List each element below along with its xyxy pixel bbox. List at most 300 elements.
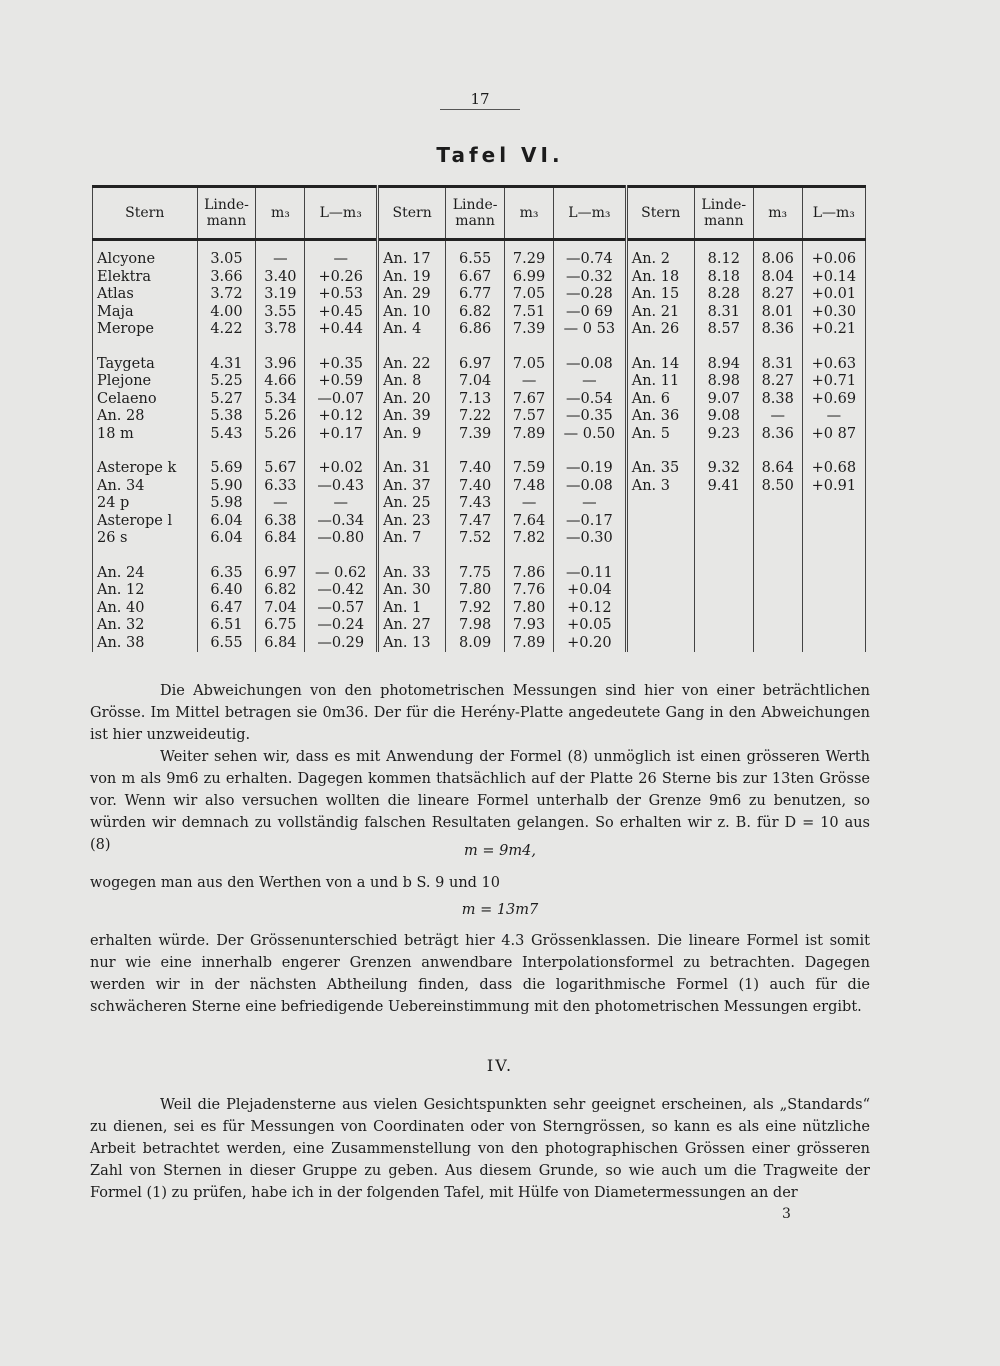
- table-cell: [802, 530, 865, 548]
- table-cell: 9.32: [694, 460, 753, 478]
- table-cell: —0 69: [554, 304, 627, 322]
- table-cell: [694, 548, 753, 565]
- column-header: m₃: [256, 187, 305, 240]
- table-cell: 6.55: [197, 635, 256, 653]
- table-cell: [802, 548, 865, 565]
- column-header: Stern: [378, 187, 446, 240]
- table-cell: 8.27: [753, 286, 802, 304]
- table-cell: —0.54: [554, 391, 627, 409]
- table-cell: An. 25: [378, 495, 446, 513]
- page-title: Tafel VI.: [436, 143, 564, 167]
- table-row: [93, 304, 866, 322]
- formula-linear: m = 9m4,: [464, 843, 536, 859]
- table-cell: An. 31: [378, 460, 446, 478]
- column-header: m₃: [505, 187, 554, 240]
- table-cell: [197, 443, 256, 460]
- table-cell: 7.57: [505, 408, 554, 426]
- table-cell: 6.84: [256, 635, 305, 653]
- table-cell: [694, 513, 753, 531]
- table-cell: 7.05: [505, 286, 554, 304]
- table-cell: [753, 582, 802, 600]
- table-cell: +0.30: [802, 304, 865, 322]
- table-cell: [446, 548, 505, 565]
- table-cell: [694, 443, 753, 460]
- table-cell: [753, 495, 802, 513]
- table-cell: 7.82: [505, 530, 554, 548]
- table-cell: [626, 339, 694, 356]
- table-cell: 5.67: [256, 460, 305, 478]
- table-row: [93, 373, 866, 391]
- table-cell: 6.75: [256, 617, 305, 635]
- table-cell: 7.47: [446, 513, 505, 531]
- table-cell: 4.66: [256, 373, 305, 391]
- table-cell: +0 87: [802, 426, 865, 444]
- table-cell: Alcyone: [93, 240, 198, 269]
- table-row: [93, 460, 866, 478]
- table-cell: 6.33: [256, 478, 305, 496]
- table-cell: 8.18: [694, 269, 753, 287]
- table-cell: Elektra: [93, 269, 198, 287]
- table-row: [93, 339, 866, 356]
- table-cell: —0.57: [305, 600, 378, 618]
- table-cell: —: [554, 373, 627, 391]
- table-cell: [505, 548, 554, 565]
- table-cell: [753, 513, 802, 531]
- table-row: [93, 321, 866, 339]
- table-row: [93, 286, 866, 304]
- table-cell: [753, 548, 802, 565]
- table-cell: 7.76: [505, 582, 554, 600]
- column-header: Linde- mann: [694, 187, 753, 240]
- table-cell: 6.04: [197, 513, 256, 531]
- table-cell: [93, 548, 198, 565]
- table-cell: 7.86: [505, 565, 554, 583]
- table-cell: 8.28: [694, 286, 753, 304]
- table-cell: [626, 582, 694, 600]
- table-cell: An. 6: [626, 391, 694, 409]
- table-cell: —: [305, 495, 378, 513]
- table-cell: +0.20: [554, 635, 627, 653]
- table-cell: [626, 617, 694, 635]
- table-row: [93, 635, 866, 653]
- table-cell: +0.02: [305, 460, 378, 478]
- table-cell: +0.01: [802, 286, 865, 304]
- table-cell: 6.86: [446, 321, 505, 339]
- table-cell: +0.71: [802, 373, 865, 391]
- table-row: [93, 408, 866, 426]
- table-cell: An. 5: [626, 426, 694, 444]
- table-cell: [626, 600, 694, 618]
- table-cell: 8.12: [694, 240, 753, 269]
- table-cell: An. 19: [378, 269, 446, 287]
- table-cell: —0.08: [554, 356, 627, 374]
- table-cell: +0.05: [554, 617, 627, 635]
- table-cell: Asterope l: [93, 513, 198, 531]
- table-cell: 7.40: [446, 478, 505, 496]
- table-cell: [305, 443, 378, 460]
- column-header: Linde- mann: [197, 187, 256, 240]
- table-cell: 8.36: [753, 426, 802, 444]
- table-cell: Maja: [93, 304, 198, 322]
- column-header: L—m₃: [554, 187, 627, 240]
- table-cell: An. 37: [378, 478, 446, 496]
- paragraph-values-ab: wogegen man aus den Werthen von a und b S. 9 und 10: [90, 875, 501, 891]
- table-cell: 7.51: [505, 304, 554, 322]
- table-cell: —0.43: [305, 478, 378, 496]
- table-cell: —0.42: [305, 582, 378, 600]
- table-cell: 7.39: [446, 426, 505, 444]
- table-cell: 8.31: [694, 304, 753, 322]
- table-cell: [626, 565, 694, 583]
- table-cell: 7.39: [505, 321, 554, 339]
- table-cell: +0.44: [305, 321, 378, 339]
- table-cell: [554, 443, 627, 460]
- table-cell: —0.19: [554, 460, 627, 478]
- table-cell: 7.48: [505, 478, 554, 496]
- table-row: [93, 548, 866, 565]
- table-row: [93, 495, 866, 513]
- table-cell: 7.98: [446, 617, 505, 635]
- table-cell: [378, 548, 446, 565]
- table-cell: — 0.50: [554, 426, 627, 444]
- table-row: [93, 530, 866, 548]
- table-cell: [305, 548, 378, 565]
- table-row: [93, 617, 866, 635]
- table-cell: An. 10: [378, 304, 446, 322]
- table-cell: [305, 339, 378, 356]
- table-cell: An. 34: [93, 478, 198, 496]
- table-cell: 9.23: [694, 426, 753, 444]
- table-cell: —0.34: [305, 513, 378, 531]
- paragraph-formula-limit: Weiter sehen wir, dass es mit Anwendung der Formel (8) unmöglich ist einen grösseren Werth von m als 9m6 zu erhalten. Dagegen kommen thatsächlich auf der Platte 26 Sterne bis zur 13ten Grösse vor. Wenn wir also versuchen wollten die lineare Formel unterhalb der Grenze 9m6 zu benutzen, so würden wir demnach zu vollständig falschen Resultaten gelangen. So erhalten wir z. B. für D = 10 aus (8): [90, 749, 870, 853]
- table-cell: 5.34: [256, 391, 305, 409]
- table-cell: [753, 530, 802, 548]
- table-cell: An. 9: [378, 426, 446, 444]
- table-cell: An. 4: [378, 321, 446, 339]
- table-cell: [505, 443, 554, 460]
- table-cell: 6.77: [446, 286, 505, 304]
- table-cell: 6.40: [197, 582, 256, 600]
- table-cell: [694, 495, 753, 513]
- column-header: Stern: [626, 187, 694, 240]
- table-cell: 8.57: [694, 321, 753, 339]
- table-cell: —0.30: [554, 530, 627, 548]
- table-cell: 7.04: [256, 600, 305, 618]
- table-cell: 8.98: [694, 373, 753, 391]
- table-cell: An. 30: [378, 582, 446, 600]
- table-row: [93, 513, 866, 531]
- table-cell: +0.17: [305, 426, 378, 444]
- section-heading: IV.: [486, 1056, 514, 1075]
- table-row: [93, 600, 866, 618]
- table-cell: 6.55: [446, 240, 505, 269]
- table-cell: An. 32: [93, 617, 198, 635]
- table-cell: [753, 600, 802, 618]
- table-cell: —: [505, 495, 554, 513]
- table-cell: An. 33: [378, 565, 446, 583]
- table-cell: [694, 582, 753, 600]
- table-cell: An. 14: [626, 356, 694, 374]
- table-cell: 18 m: [93, 426, 198, 444]
- table-cell: 26 s: [93, 530, 198, 548]
- table-cell: An. 39: [378, 408, 446, 426]
- table-cell: +0.12: [305, 408, 378, 426]
- table-row: [93, 356, 866, 374]
- table-cell: 8.50: [753, 478, 802, 496]
- table-cell: 24 p: [93, 495, 198, 513]
- table-cell: 7.04: [446, 373, 505, 391]
- table-cell: —0.29: [305, 635, 378, 653]
- table-cell: —0.08: [554, 478, 627, 496]
- table-cell: 7.89: [505, 635, 554, 653]
- table-cell: An. 38: [93, 635, 198, 653]
- table-cell: An. 11: [626, 373, 694, 391]
- table-cell: An. 17: [378, 240, 446, 269]
- table-cell: 5.43: [197, 426, 256, 444]
- table-cell: 6.38: [256, 513, 305, 531]
- table-cell: 6.82: [256, 582, 305, 600]
- table-cell: 6.35: [197, 565, 256, 583]
- table-cell: 3.96: [256, 356, 305, 374]
- column-header: m₃: [753, 187, 802, 240]
- table-cell: +0.68: [802, 460, 865, 478]
- table-cell: —: [554, 495, 627, 513]
- table-cell: [694, 617, 753, 635]
- table-cell: +0.69: [802, 391, 865, 409]
- table-cell: An. 18: [626, 269, 694, 287]
- table-cell: Atlas: [93, 286, 198, 304]
- table-cell: 6.67: [446, 269, 505, 287]
- table-cell: [753, 339, 802, 356]
- table-cell: [378, 339, 446, 356]
- table-cell: 6.97: [446, 356, 505, 374]
- table-cell: An. 23: [378, 513, 446, 531]
- table-cell: 8.09: [446, 635, 505, 653]
- column-header: Stern: [93, 187, 198, 240]
- table-cell: 5.69: [197, 460, 256, 478]
- table-cell: [256, 339, 305, 356]
- table-cell: 5.27: [197, 391, 256, 409]
- table-cell: An. 3: [626, 478, 694, 496]
- table-cell: An. 20: [378, 391, 446, 409]
- page-number: 17: [440, 90, 520, 110]
- table-body: [93, 240, 866, 653]
- table-cell: 3.78: [256, 321, 305, 339]
- table-cell: 7.29: [505, 240, 554, 269]
- table-row: [93, 565, 866, 583]
- table-cell: An. 40: [93, 600, 198, 618]
- table-cell: [753, 565, 802, 583]
- table-cell: —: [753, 408, 802, 426]
- table-cell: [93, 443, 198, 460]
- table-cell: 8.01: [753, 304, 802, 322]
- table-cell: —0.32: [554, 269, 627, 287]
- table-cell: 8.64: [753, 460, 802, 478]
- table-cell: [378, 443, 446, 460]
- table-cell: An. 8: [378, 373, 446, 391]
- table-cell: [626, 513, 694, 531]
- table-row: [93, 582, 866, 600]
- table-cell: [802, 600, 865, 618]
- table-cell: [802, 513, 865, 531]
- table-cell: —0.07: [305, 391, 378, 409]
- table-cell: [256, 443, 305, 460]
- table-cell: 5.26: [256, 426, 305, 444]
- table-cell: 3.55: [256, 304, 305, 322]
- signature-mark: 3: [782, 1206, 791, 1222]
- table-cell: [446, 339, 505, 356]
- table-cell: [694, 600, 753, 618]
- table-cell: +0.53: [305, 286, 378, 304]
- table-cell: An. 24: [93, 565, 198, 583]
- table-cell: 6.47: [197, 600, 256, 618]
- table-cell: [694, 565, 753, 583]
- table-cell: — 0.62: [305, 565, 378, 583]
- table-cell: [626, 495, 694, 513]
- table-cell: +0.91: [802, 478, 865, 496]
- table-cell: Plejone: [93, 373, 198, 391]
- table-row: [93, 240, 866, 269]
- table-cell: An. 21: [626, 304, 694, 322]
- table-cell: An. 2: [626, 240, 694, 269]
- table-cell: 7.05: [505, 356, 554, 374]
- table-cell: —0.24: [305, 617, 378, 635]
- table-cell: 4.22: [197, 321, 256, 339]
- table-cell: +0.21: [802, 321, 865, 339]
- table-cell: 8.38: [753, 391, 802, 409]
- table-cell: 8.06: [753, 240, 802, 269]
- table-cell: [554, 339, 627, 356]
- table-cell: [446, 443, 505, 460]
- table-cell: +0.35: [305, 356, 378, 374]
- table-cell: [505, 339, 554, 356]
- table-cell: [753, 617, 802, 635]
- table-cell: — 0 53: [554, 321, 627, 339]
- table-cell: An. 36: [626, 408, 694, 426]
- table-header-row: [93, 187, 866, 240]
- table-cell: [626, 530, 694, 548]
- table-cell: [802, 443, 865, 460]
- table-cell: [626, 548, 694, 565]
- table-cell: —: [305, 240, 378, 269]
- table-cell: [802, 617, 865, 635]
- table-cell: 6.04: [197, 530, 256, 548]
- table-cell: 8.94: [694, 356, 753, 374]
- table-cell: 7.64: [505, 513, 554, 531]
- table-cell: [753, 635, 802, 653]
- table-cell: 7.89: [505, 426, 554, 444]
- table-row: [93, 391, 866, 409]
- table-cell: 3.40: [256, 269, 305, 287]
- table-cell: 3.72: [197, 286, 256, 304]
- table-cell: 5.25: [197, 373, 256, 391]
- table-cell: 7.43: [446, 495, 505, 513]
- table-cell: 4.31: [197, 356, 256, 374]
- table-cell: 3.66: [197, 269, 256, 287]
- table-cell: [802, 495, 865, 513]
- table-cell: [626, 443, 694, 460]
- table-cell: —0.17: [554, 513, 627, 531]
- table-cell: Taygeta: [93, 356, 198, 374]
- column-header: L—m₃: [802, 187, 865, 240]
- paragraph-deviations: Die Abweichungen von den photometrischen Messungen sind hier von einer beträchtlichen Grösse. Im Mittel betragen sie 0m36. Der für die Herény-Platte angedeutete Gang in den Abweichungen ist hier unzweideutig.: [90, 683, 870, 743]
- table-cell: 7.59: [505, 460, 554, 478]
- table-cell: [802, 565, 865, 583]
- table-cell: 8.31: [753, 356, 802, 374]
- table-cell: An. 15: [626, 286, 694, 304]
- table-cell: [256, 548, 305, 565]
- table-cell: —0.74: [554, 240, 627, 269]
- table-cell: An. 35: [626, 460, 694, 478]
- table-cell: +0.14: [802, 269, 865, 287]
- table-cell: Celaeno: [93, 391, 198, 409]
- table-cell: 8.36: [753, 321, 802, 339]
- table-cell: [694, 339, 753, 356]
- table-row: [93, 443, 866, 460]
- table-cell: An. 7: [378, 530, 446, 548]
- table-cell: Merope: [93, 321, 198, 339]
- table-cell: —0.80: [305, 530, 378, 548]
- table-cell: +0.26: [305, 269, 378, 287]
- table-cell: 7.75: [446, 565, 505, 583]
- table-cell: 6.82: [446, 304, 505, 322]
- table-cell: [753, 443, 802, 460]
- table-cell: —0.28: [554, 286, 627, 304]
- table-cell: 7.22: [446, 408, 505, 426]
- table-row: [93, 269, 866, 287]
- table-cell: 7.80: [446, 582, 505, 600]
- table-cell: —: [505, 373, 554, 391]
- star-magnitude-table: [92, 185, 866, 652]
- table-cell: 5.26: [256, 408, 305, 426]
- table-cell: —: [802, 408, 865, 426]
- paragraph-magnitude-difference: erhalten würde. Der Grössenunterschied beträgt hier 4.3 Grössenklassen. Die lineare Formel ist somit nur wie eine innerhalb engerer Grenzen anwendbare Interpolationsformel zu betrachten. Dagegen werden wir in der nächsten Abtheilung finden, dass die logarithmische Formel (1) auch für die schwächeren Sterne eine befriedigende Uebereinstimmung mit den photometrischen Messungen ergibt.: [90, 933, 870, 1015]
- table-cell: An. 22: [378, 356, 446, 374]
- table-cell: An. 13: [378, 635, 446, 653]
- table-cell: An. 26: [626, 321, 694, 339]
- table-cell: 6.84: [256, 530, 305, 548]
- table-cell: —: [256, 240, 305, 269]
- table-cell: +0.63: [802, 356, 865, 374]
- table-cell: [802, 339, 865, 356]
- formula-log: m = 13m7: [461, 902, 539, 918]
- table-cell: +0.45: [305, 304, 378, 322]
- table-cell: [694, 530, 753, 548]
- table-cell: [802, 635, 865, 653]
- table-cell: An. 12: [93, 582, 198, 600]
- table-cell: 3.19: [256, 286, 305, 304]
- table-cell: 5.90: [197, 478, 256, 496]
- table-row: [93, 426, 866, 444]
- table-cell: [197, 339, 256, 356]
- table-cell: 7.67: [505, 391, 554, 409]
- paragraph-standards: Weil die Plejadensterne aus vielen Gesichtspunkten sehr geeignet erscheinen, als „Standards“ zu dienen, sei es für Messungen von Coordinaten oder von Sterngrössen, so kann es als eine nützliche Arbeit betrachtet werden, eine Zusammenstellung von den photographischen Grössen einer grösseren Zahl von Sternen in dieser Gruppe zu geben. Aus diesem Grunde, so wie auch um die Tragweite der Formel (1) zu prüfen, habe ich in der folgenden Tafel, mit Hülfe von Diametermessungen an der: [90, 1097, 870, 1201]
- table-cell: [197, 548, 256, 565]
- table-row: [93, 478, 866, 496]
- table-cell: An. 28: [93, 408, 198, 426]
- table-cell: [626, 635, 694, 653]
- table-cell: 7.92: [446, 600, 505, 618]
- table-cell: An. 27: [378, 617, 446, 635]
- table-cell: [93, 339, 198, 356]
- table-cell: [694, 635, 753, 653]
- table-cell: 7.93: [505, 617, 554, 635]
- table-cell: 9.08: [694, 408, 753, 426]
- table-cell: 9.07: [694, 391, 753, 409]
- table-cell: +0.12: [554, 600, 627, 618]
- table-cell: 3.05: [197, 240, 256, 269]
- table-cell: An. 1: [378, 600, 446, 618]
